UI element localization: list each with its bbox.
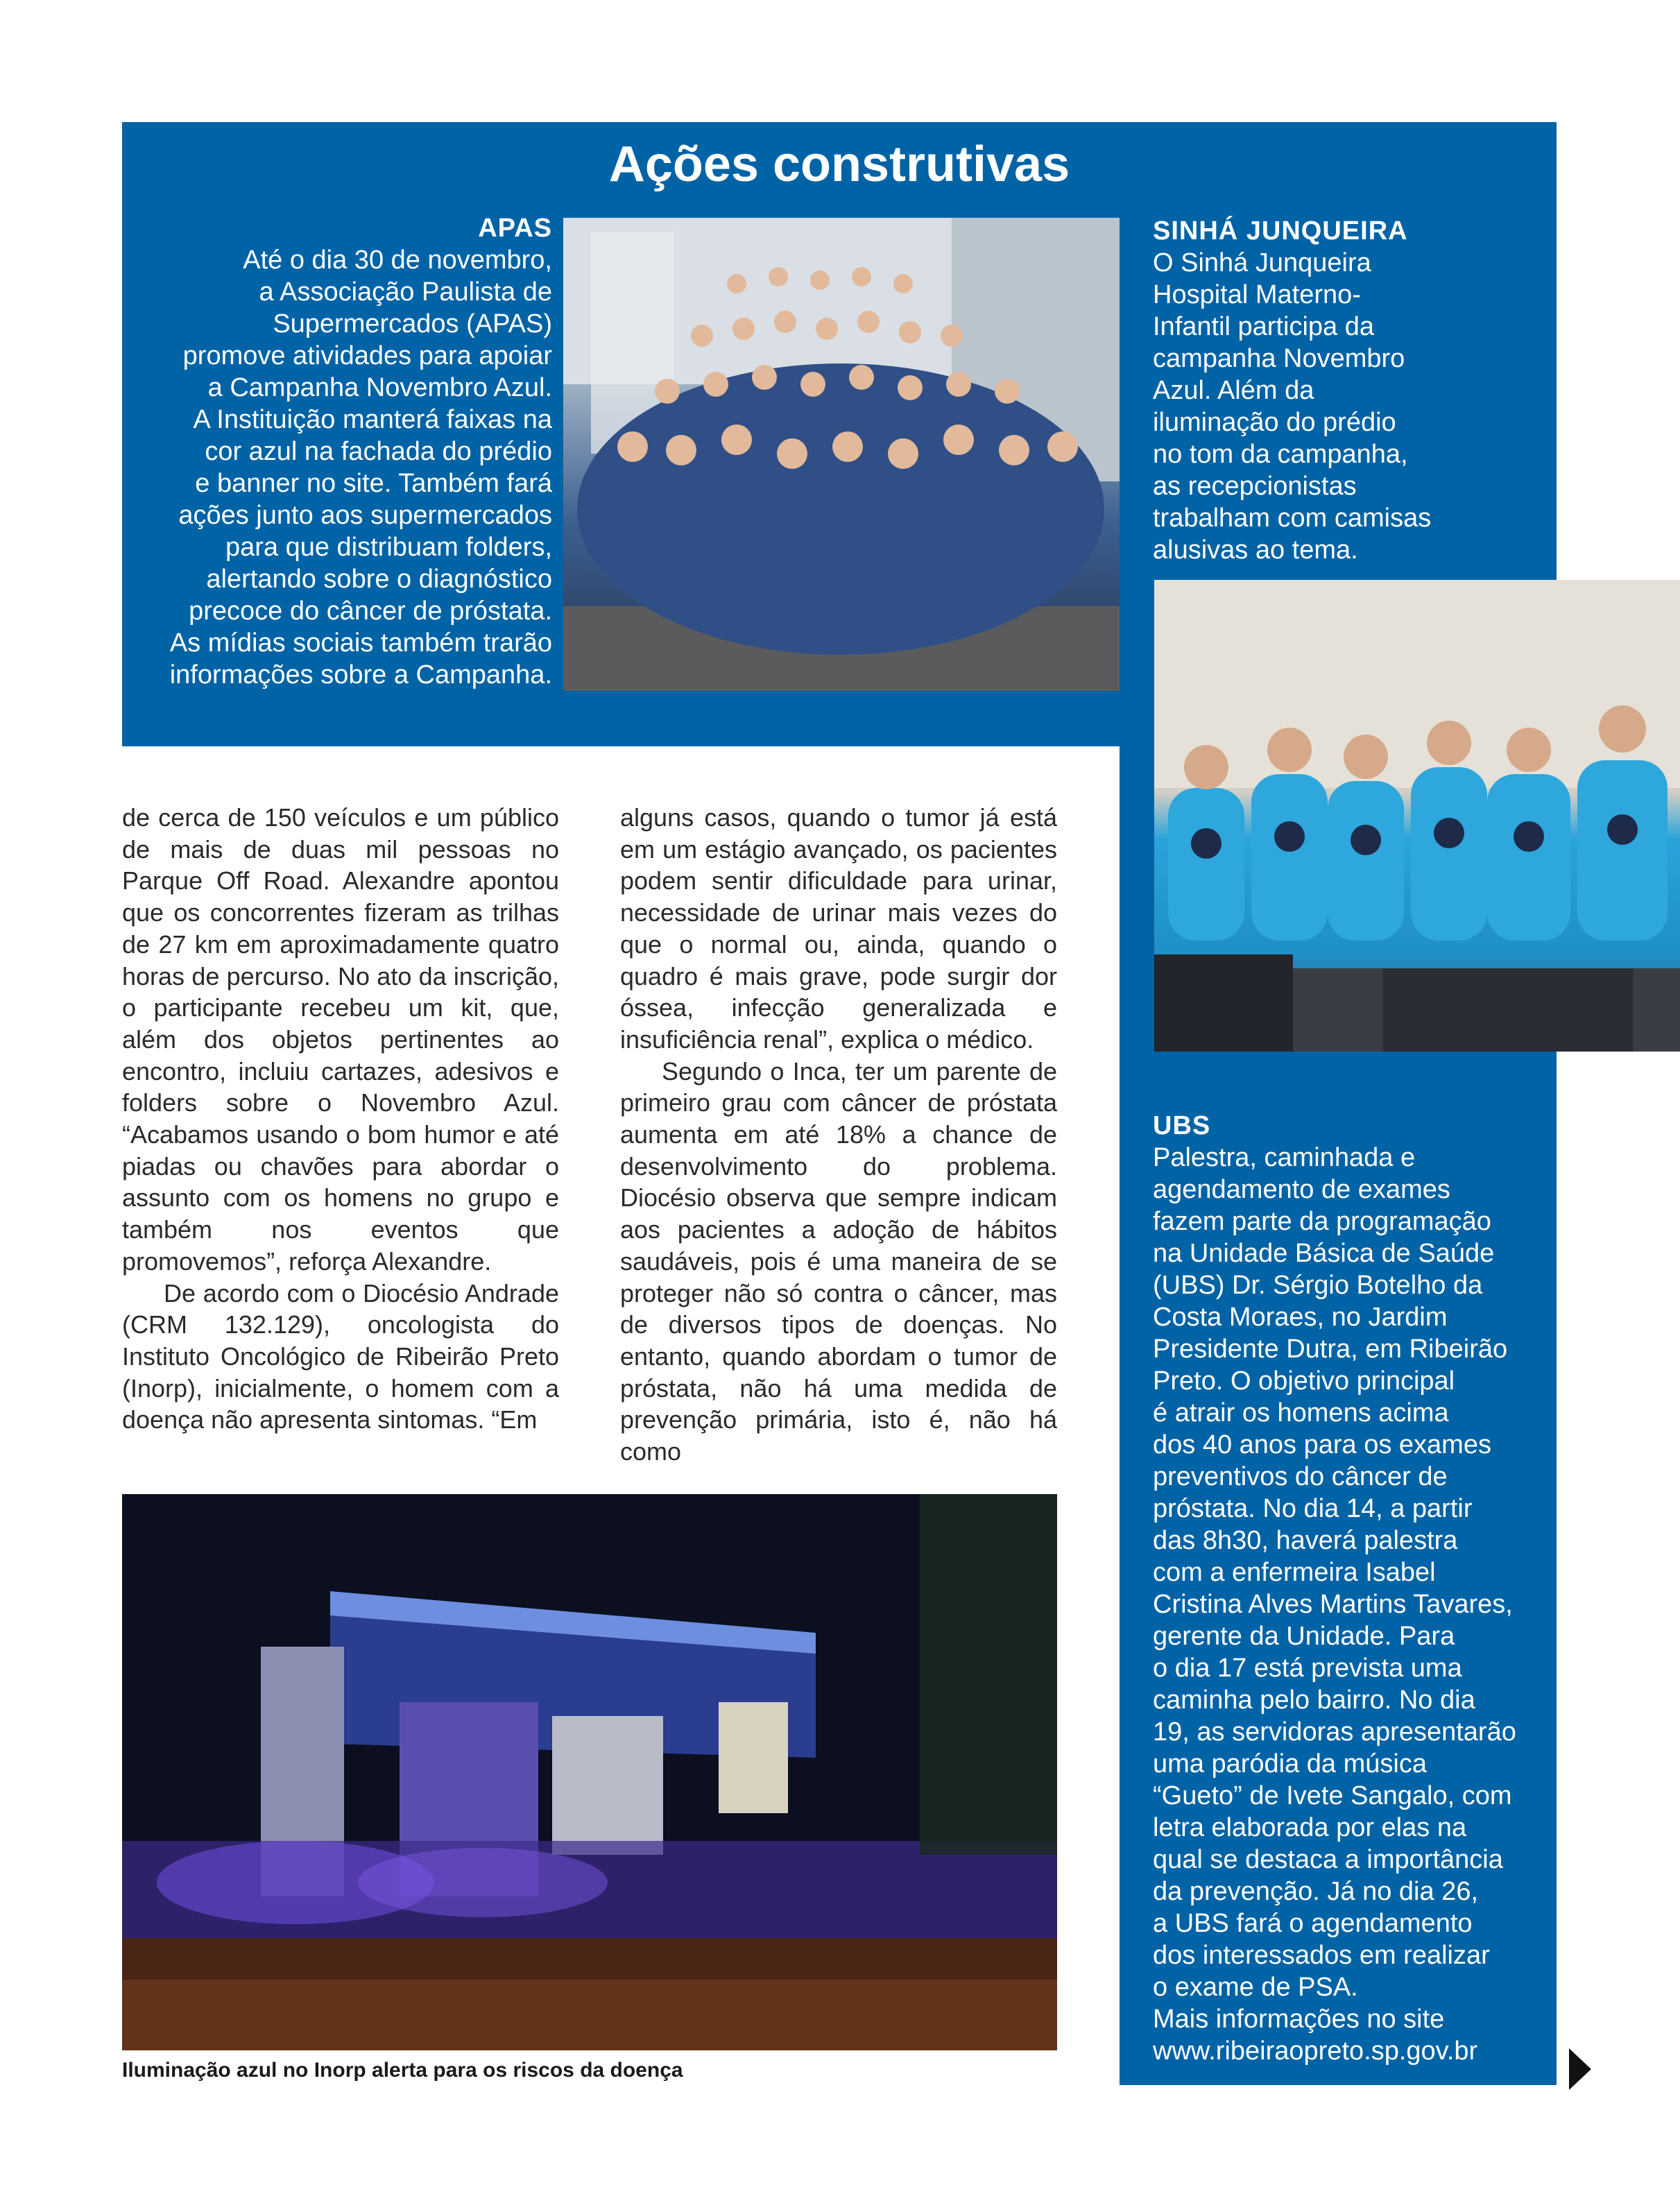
sinha-line: Azul. Além da: [1153, 376, 1314, 405]
sinha-line: Infantil participa da: [1153, 312, 1374, 341]
apas-line: para que distribuam folders,: [225, 533, 552, 562]
ubs-line: a UBS fará o agendamento: [1153, 1909, 1473, 1938]
sinha-line: Hospital Materno-: [1153, 280, 1361, 309]
ubs-line: “Gueto” de Ivete Sangalo, com: [1153, 1781, 1512, 1810]
apas-line: informações sobre a Campanha.: [169, 660, 552, 689]
sinha-line: O Sinhá Junqueira: [1153, 248, 1371, 277]
ubs-line: na Unidade Básica de Saúde: [1153, 1239, 1495, 1268]
apas-box: [136, 212, 552, 691]
ubs-line: da prevenção. Já no dia 26,: [1153, 1877, 1479, 1906]
ubs-line: das 8h30, haverá palestra: [1153, 1526, 1458, 1555]
ubs-line: letra elaborada por elas na: [1153, 1813, 1467, 1842]
page-title: Ações construtivas: [608, 137, 1070, 192]
apas-line: promove atividades para apoiar: [182, 341, 552, 370]
ubs-line: Costa Moraes, no Jardim: [1153, 1303, 1448, 1332]
inorp-night-photo: [122, 1494, 1057, 2050]
ubs-line: Cristina Alves Martins Tavares,: [1153, 1590, 1513, 1619]
ubs-line: é atrair os homens acima: [1153, 1398, 1449, 1427]
ubs-line: dos 40 anos para os exames: [1153, 1430, 1491, 1459]
sinha-line: trabalham com camisas: [1153, 504, 1432, 533]
apas-line: cor azul na fachada do prédio: [205, 437, 552, 466]
ubs-line: Preto. O objetivo principal: [1153, 1366, 1455, 1396]
apas-line: alertando sobre o diagnóstico: [206, 565, 552, 594]
ubs-line: o exame de PSA.: [1153, 1973, 1358, 2002]
ubs-line: Mais informações no site: [1153, 2005, 1445, 2034]
apas-line: Até o dia 30 de novembro,: [243, 246, 552, 275]
receptionists-photo: [1154, 580, 1680, 1052]
sinha-box: [1153, 215, 1569, 566]
ubs-line: Palestra, caminhada e: [1153, 1143, 1416, 1172]
apas-line: a Campanha Novembro Azul.: [207, 373, 552, 402]
ubs-heading: UBS: [1153, 1111, 1211, 1140]
sinha-line: campanha Novembro: [1153, 344, 1405, 373]
ubs-line: o dia 17 está prevista uma: [1153, 1654, 1462, 1683]
ubs-line: (UBS) Dr. Sérgio Botelho da: [1153, 1271, 1483, 1300]
sinha-line: iluminação do prédio: [1153, 408, 1396, 437]
ubs-line: uma paródia da música: [1153, 1749, 1427, 1778]
sinha-heading: SINHÁ JUNQUEIRA: [1153, 216, 1408, 246]
apas-heading: APAS: [478, 214, 552, 243]
apas-line: As mídias sociais também trarão: [169, 628, 552, 658]
sinha-line: no tom da campanha,: [1153, 440, 1408, 469]
ubs-line: preventivos do câncer de: [1153, 1462, 1448, 1491]
article-paragraph: De acordo com o Diocésio Andrade (CRM 132.129), oncologista do Instituto Oncológico de Ribeirão Preto (Inorp), inicialmente, o homem com a doença não apresenta sintomas. “Em: [122, 1278, 559, 1434]
apas-line: precoce do câncer de próstata.: [189, 597, 552, 626]
ubs-line: caminha pelo bairro. No dia: [1153, 1686, 1475, 1715]
ubs-line: Presidente Dutra, em Ribeirão: [1153, 1335, 1508, 1364]
ubs-line[interactable]: www.ribeiraopreto.sp.gov.br: [1153, 2037, 1478, 2066]
ubs-line: fazem parte da programação: [1153, 1207, 1491, 1236]
apas-line: A Instituição manterá faixas na: [193, 405, 552, 434]
ubs-line: 19, as servidoras apresentarão: [1153, 1717, 1516, 1747]
ubs-line: com a enfermeira Isabel: [1153, 1558, 1436, 1587]
ubs-box: [1153, 1110, 1548, 2067]
apas-group-photo: [563, 218, 1120, 691]
ubs-line: qual se destaca a importância: [1153, 1845, 1503, 1874]
photo-caption: Iluminação azul no Inorp alerta para os riscos da doença: [122, 2059, 683, 2082]
apas-line: e banner no site. Também fará: [195, 469, 552, 498]
ubs-line: próstata. No dia 14, a partir: [1153, 1494, 1473, 1523]
apas-line: Supermercados (APAS): [273, 309, 552, 338]
article-paragraph: Segundo o Inca, ter um parente de primeiro grau com câncer de próstata aumenta em até 18% a chance de desenvolvimento do problema. Diocésio observa que sempre indicam aos pacientes a adoção de hábitos saudáveis, pois é uma maneira de se proteger não só contra o câncer, mas de diversos tipos de doenças. No entanto, quando abordam o tumor de próstata, não há uma medida de prevenção primária, isto é, não há como: [620, 1056, 1057, 1466]
article-paragraph: alguns casos, quando o tumor já está em um estágio avançado, os pacientes podem sentir dificuldade para urinar, necessidade de urinar mais vezes do que o normal ou, ainda, quando o quadro é mais grave, pode surgir dor óssea, infecção generalizada e insuficiência renal”, explica o médico.: [620, 803, 1057, 1054]
sinha-line: alusivas ao tema.: [1153, 535, 1358, 565]
article-column-left: [122, 802, 559, 1436]
apas-line: a Associação Paulista de: [259, 277, 552, 307]
ubs-line: dos interessados em realizar: [1153, 1941, 1490, 1970]
apas-line: ações junto aos supermercados: [178, 501, 552, 530]
article-column-middle: [620, 802, 1057, 1468]
article-paragraph: de cerca de 150 veículos e um público de mais de duas mil pessoas no Parque Off Road. Alexandre apontou que os concorrentes fizeram as trilhas de 27 km em aproximadamente quatro horas de percurso. No ato da inscrição, o participante recebeu um kit, que, além dos objetos pertinentes ao encontro, incluiu cartazes, adesivos e folders sobre o Novembro Azul. “Acabamos usando o bom humor e até piadas ou chavões para abordar o assunto com os homens no grupo e também nos eventos que promovemos”, reforça Alexandre.: [122, 803, 559, 1276]
next-page-arrow-icon[interactable]: [1569, 2048, 1591, 2090]
ubs-line: agendamento de exames: [1153, 1175, 1450, 1204]
ubs-line: gerente da Unidade. Para: [1153, 1622, 1455, 1651]
sinha-line: as recepcionistas: [1153, 472, 1357, 501]
